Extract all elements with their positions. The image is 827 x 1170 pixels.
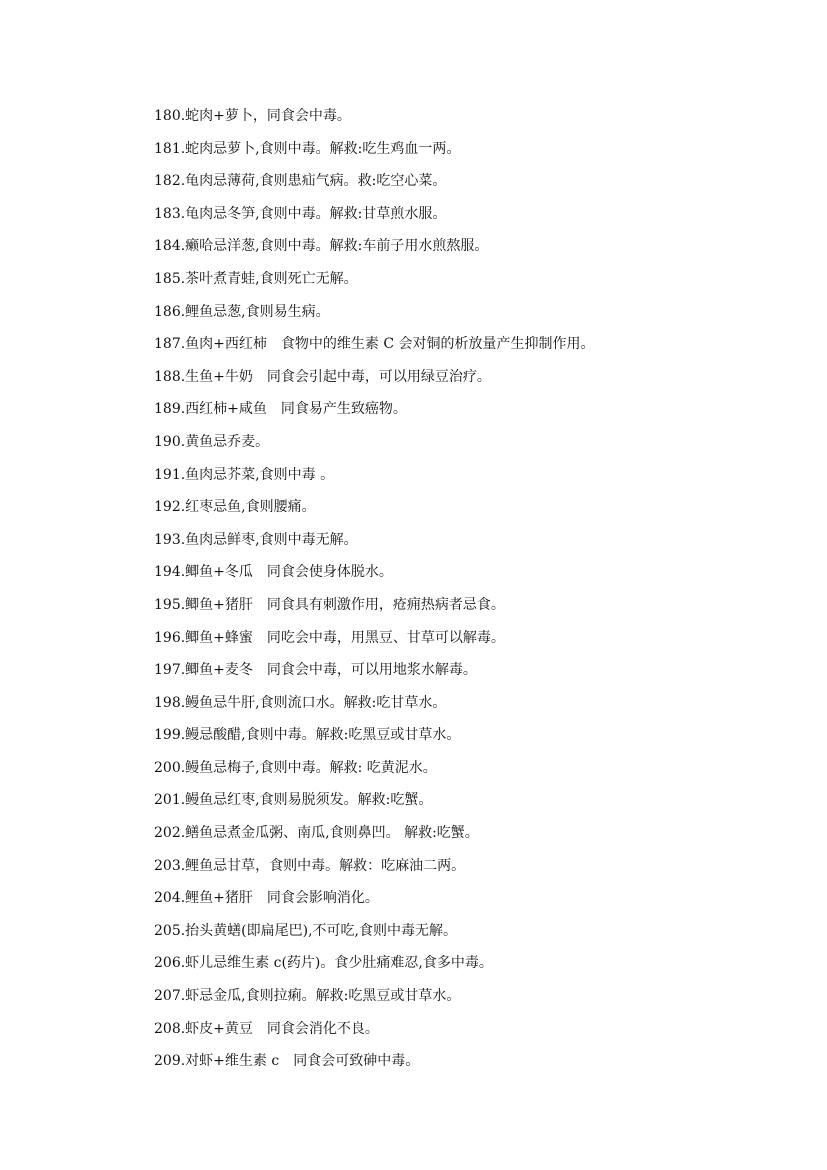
list-item: 196.鲫鱼+蜂蜜 同吃会中毒，用黑豆、甘草可以解毒。 bbox=[154, 629, 505, 646]
list-item: 205.抬头黄蟮(即扁尾巴),不可吃,食则中毒无解。 bbox=[154, 922, 457, 939]
list-item: 186.鲤鱼忌葱,食则易生病。 bbox=[154, 303, 330, 320]
list-item: 183.龟肉忌冬笋,食则中毒。解救:甘草煎水服。 bbox=[154, 205, 447, 222]
list-item: 187.鱼肉+西红柿 食物中的维生素 C 会对铜的析放量产生抑制作用。 bbox=[154, 336, 595, 353]
list-item: 203.鲤鱼忌甘草，食则中毒。解救：吃麻油二两。 bbox=[154, 857, 466, 874]
list-item: 192.红枣忌鱼,食则腰痛。 bbox=[154, 499, 316, 516]
list-item: 181.蛇肉忌萝卜,食则中毒。解救:吃生鸡血一两。 bbox=[154, 140, 461, 157]
list-item: 206.虾儿忌维生素 c(药片)。食少肚痛难忍,食多中毒。 bbox=[154, 955, 493, 972]
list-item: 185.茶叶煮青蛙,食则死亡无解。 bbox=[154, 270, 358, 287]
list-item: 188.生鱼+牛奶 同食会引起中毒，可以用绿豆治疗。 bbox=[154, 368, 491, 385]
list-item: 189.西红柿+咸鱼 同食易产生致癌物。 bbox=[154, 401, 407, 418]
list-item: 201.鳗鱼忌红枣,食则易脱须发。解救:吃蟹。 bbox=[154, 792, 433, 809]
list-item: 184.癞哈忌洋葱,食则中毒。解救:车前子用水煎熬服。 bbox=[154, 238, 489, 255]
food-incompatibility-list bbox=[154, 106, 794, 1084]
list-item: 191.鱼肉忌芥菜,食则中毒 。 bbox=[154, 466, 335, 483]
list-item: 207.虾忌金瓜,食则拉痢。解救:吃黑豆或甘草水。 bbox=[154, 988, 461, 1005]
list-item: 193.鱼肉忌鲜枣,食则中毒无解。 bbox=[154, 531, 358, 548]
list-item: 197.鲫鱼+麦冬 同食会中毒，可以用地浆水解毒。 bbox=[154, 662, 477, 679]
list-item: 182.龟肉忌薄荷,食则患疝气病。救:吃空心菜。 bbox=[154, 173, 447, 190]
list-item: 190.黄鱼忌乔麦。 bbox=[154, 433, 270, 450]
list-item: 180.蛇肉+萝卜，同食会中毒。 bbox=[154, 108, 351, 124]
list-item: 194.鲫鱼+冬瓜 同食会使身体脱水。 bbox=[154, 564, 393, 581]
list-item: 208.虾皮+黄豆 同食会消化不良。 bbox=[154, 1020, 379, 1037]
list-item: 195.鲫鱼+猪肝 同食具有刺激作用，疮痈热病者忌食。 bbox=[154, 596, 505, 613]
list-item: 204.鲤鱼+猪肝 同食会影响消化。 bbox=[154, 890, 379, 907]
list-item: 199.鳗忌酸醋,食则中毒。解救:吃黑豆或甘草水。 bbox=[154, 727, 461, 744]
list-item: 202.鳝鱼忌煮金瓜粥、南瓜,食则鼻凹。 解救:吃蟹。 bbox=[154, 825, 479, 842]
list-item: 198.鳗鱼忌牛肝,食则流口水。解救:吃甘草水。 bbox=[154, 694, 447, 711]
list-item: 200.鳗鱼忌梅子,食则中毒。解救: 吃黄泥水。 bbox=[154, 759, 437, 776]
list-item: 209.对虾+维生素 c 同食会可致砷中毒。 bbox=[154, 1053, 420, 1070]
